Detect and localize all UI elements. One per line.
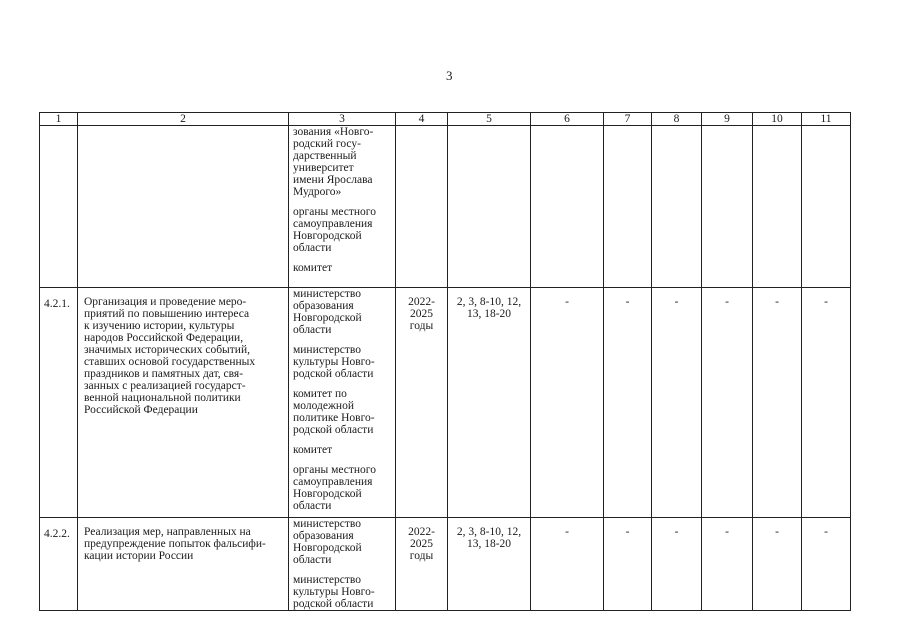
responsible-party: комитет по молодежной политике Новго- родской области (293, 388, 375, 436)
column-header: 6 (531, 113, 604, 126)
responsible-party: министерство образования Новгородской области (293, 518, 362, 566)
value-cell: - (802, 518, 851, 611)
column-header: 9 (702, 113, 753, 126)
value-cell: - (753, 518, 802, 611)
responsible-party: органы местного самоуправления Новгородской области (293, 464, 376, 512)
value-cell: - (802, 288, 851, 518)
header-row (40, 113, 851, 126)
value-cell: - (604, 518, 652, 611)
column-header: 4 (396, 113, 448, 126)
responsible-party: зования «Новго- родский госу- дарственный университет имени Ярослава Мудрого» (293, 126, 374, 198)
responsible-party: министерство культуры Новго- родской области (293, 574, 375, 610)
value-cell: - (753, 288, 802, 518)
indicator-numbers: 2, 3, 8-10, 12, 13, 18-20 (448, 288, 531, 518)
value-cell: - (652, 518, 702, 611)
column-header: 1 (40, 113, 78, 126)
responsible-cell (289, 288, 396, 518)
empty-cell (604, 126, 652, 288)
empty-cell (531, 126, 604, 288)
responsible-party: органы местного самоуправления Новгородской области (293, 206, 376, 254)
responsible-party: комитет (293, 262, 333, 274)
row-number: 4.2.2. (40, 518, 78, 611)
indicator-numbers: 2, 3, 8-10, 12, 13, 18-20 (448, 518, 531, 611)
row-number: 4.2.1. (40, 288, 78, 518)
column-header: 7 (604, 113, 652, 126)
page-number: 3 (446, 68, 453, 83)
value-cell: - (531, 518, 604, 611)
empty-cell (448, 126, 531, 288)
responsible-party: комитет (293, 444, 333, 456)
value-cell: - (604, 288, 652, 518)
activity-description: Реализация мер, направленных на предупреждение попыток фальсифи- кации истории России (78, 518, 289, 611)
value-cell: - (702, 518, 753, 611)
empty-cell (753, 126, 802, 288)
value-cell: - (702, 288, 753, 518)
empty-cell (652, 126, 702, 288)
value-cell: - (652, 288, 702, 518)
column-header: 3 (289, 113, 396, 126)
value-cell: - (531, 288, 604, 518)
empty-cell (702, 126, 753, 288)
empty-cell (78, 126, 289, 288)
column-header: 10 (753, 113, 802, 126)
responsible-cell (289, 518, 396, 611)
column-header: 2 (78, 113, 289, 126)
continuation-row (40, 126, 851, 288)
responsible-party: министерство культуры Новго- родской области (293, 344, 375, 380)
table-row (40, 518, 851, 611)
column-header: 5 (448, 113, 531, 126)
plan-table (39, 112, 851, 611)
empty-cell (802, 126, 851, 288)
activity-description: Организация и проведение меро- приятий по повышению интереса к изучению истории, культуры народов Российской Федерации, значимых исторических событий, ставших основой государственных праздников и памятных дат, свя- занных с реализацией государст- венной национальной политики Российской Федерации (78, 288, 289, 518)
responsible-party: министерство образования Новгородской области (293, 288, 362, 336)
empty-cell (396, 126, 448, 288)
column-header: 8 (652, 113, 702, 126)
responsible-cell (289, 126, 396, 288)
implementation-years: 2022- 2025 годы (396, 518, 448, 611)
implementation-years: 2022- 2025 годы (396, 288, 448, 518)
empty-cell (40, 126, 78, 288)
table-row (40, 288, 851, 518)
column-header: 11 (802, 113, 851, 126)
